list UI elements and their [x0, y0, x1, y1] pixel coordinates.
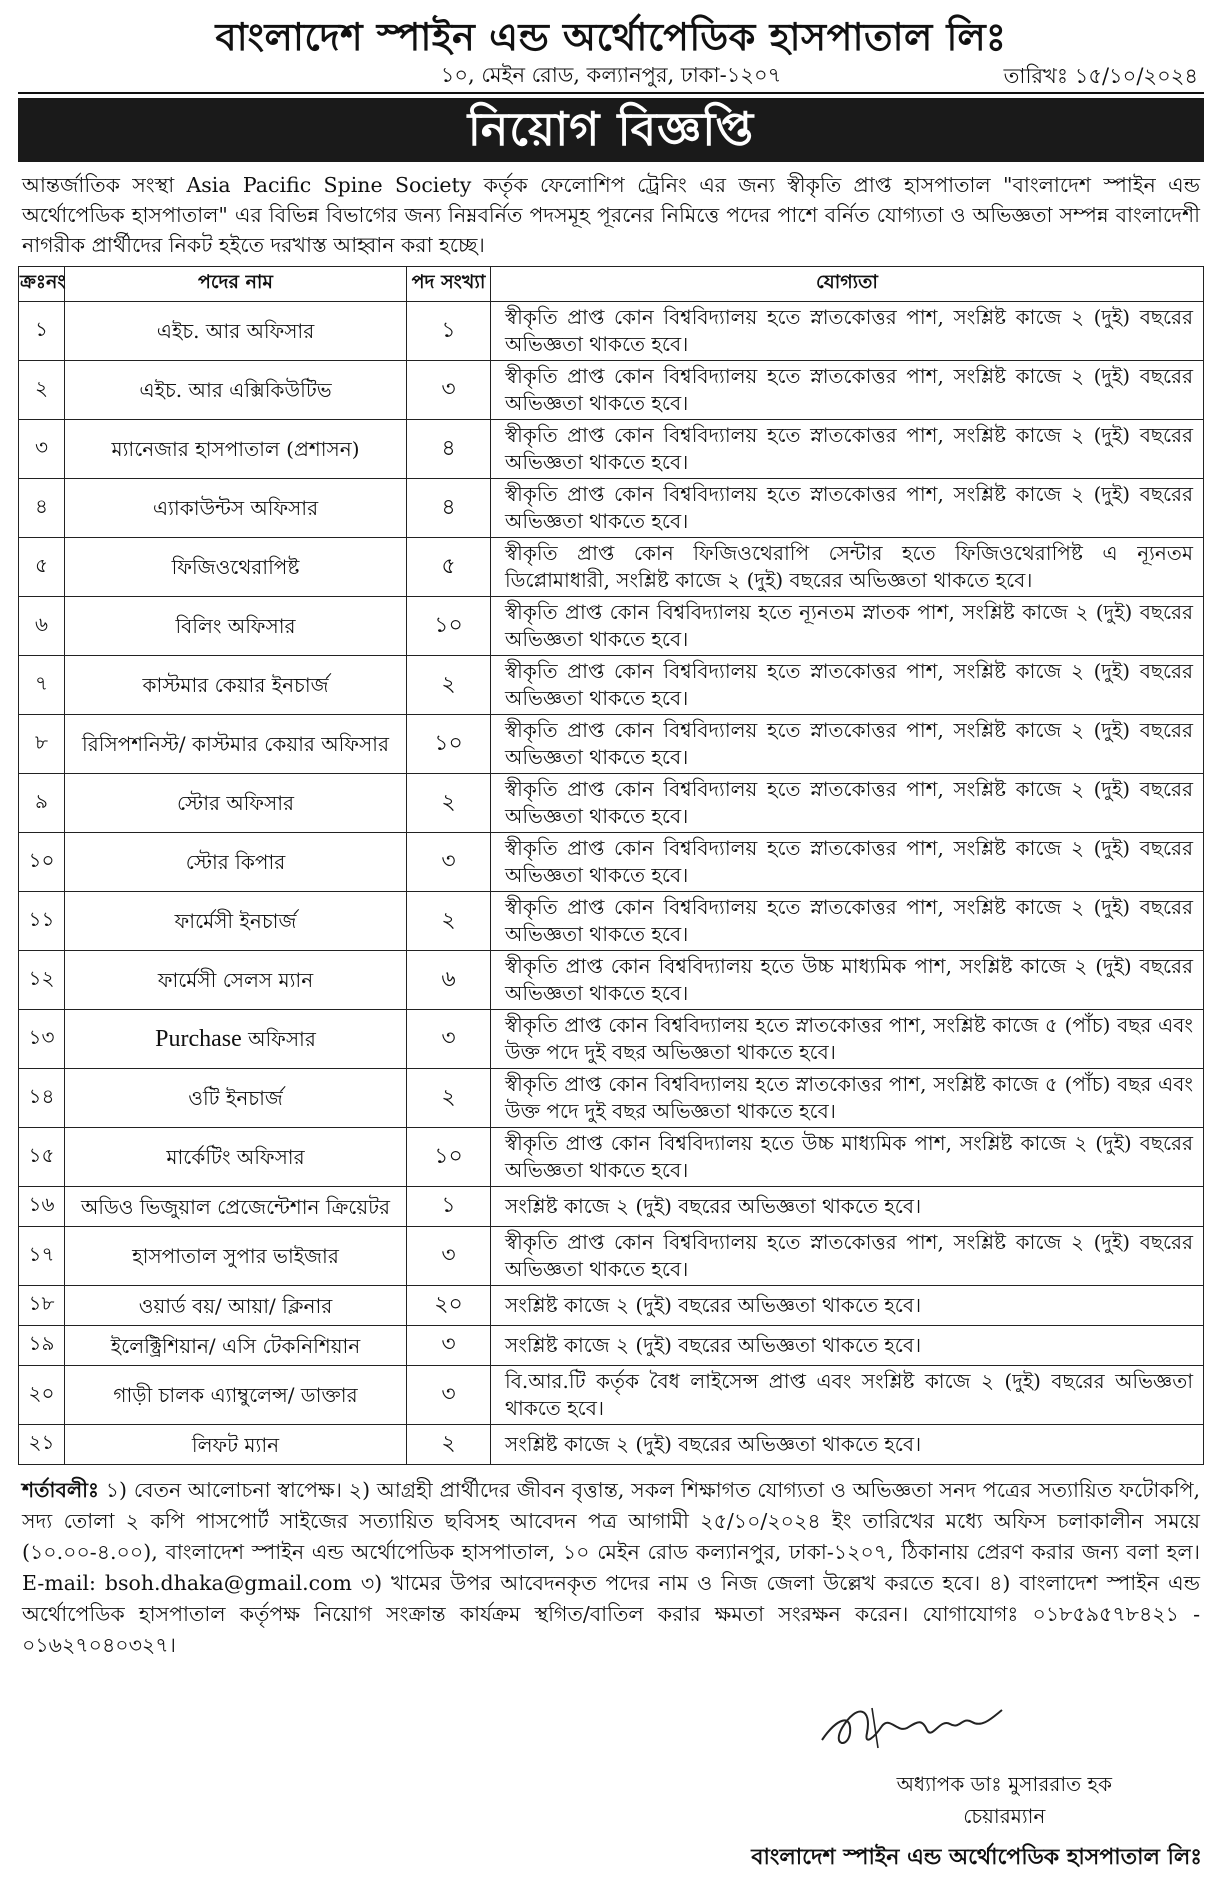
- table-row: [19, 1326, 1204, 1366]
- row-post-count: ২: [407, 892, 491, 951]
- header-serial: ক্রঃনং: [19, 267, 65, 302]
- org-address: ১০, মেইন রোড, কল্যানপুর, ঢাকা-১২০৭: [440, 63, 782, 87]
- row-qualification: স্বীকৃতি প্রাপ্ত কোন বিশ্ববিদ্যালয় হতে ন্যূনতম স্নাতক পাশ, সংশ্লিষ্ট কাজে ২ (দুই) বছরের অভিজ্ঞতা থাকতে হবে।: [491, 597, 1204, 656]
- row-qualification: স্বীকৃতি প্রাপ্ত কোন বিশ্ববিদ্যালয় হতে উচ্চ মাধ্যমিক পাশ, সংশ্লিষ্ট কাজে ২ (দুই) বছরের অভিজ্ঞতা থাকতে হবে।: [491, 951, 1204, 1010]
- row-serial: ২১: [19, 1425, 65, 1465]
- row-serial: ১১: [19, 892, 65, 951]
- table-row: [19, 361, 1204, 420]
- row-post-name: কাস্টমার কেয়ার ইনচার্জ: [65, 656, 407, 715]
- row-serial: ৩: [19, 420, 65, 479]
- header-post-count: পদ সংখ্যা: [407, 267, 491, 302]
- row-post-name: গাড়ী চালক এ্যাম্বুলেন্স/ ডাক্তার: [65, 1366, 407, 1425]
- row-post-count: ৬: [407, 951, 491, 1010]
- row-post-name: রিসিপশনিস্ট/ কাস্টমার কেয়ার অফিসার: [65, 715, 407, 774]
- address-row: [18, 60, 1204, 94]
- row-post-count: ৫: [407, 538, 491, 597]
- table-row: [19, 715, 1204, 774]
- intro-paragraph: আন্তর্জাতিক সংস্থা Asia Pacific Spine Society কর্তৃক ফেলোশিপ ট্রেনিং এর জন্য স্বীকৃতি প্রাপ্ত হাসপাতাল "বাংলাদেশ স্পাইন এন্ড অর্থোপেডিক হাসপাতাল" এর বিভিন্ন বিভাগের জন্য নিম্নবর্নিত পদসমূহ পূরনের নিমিত্তে পদের পাশে বর্নিত যোগ্যতা ও অভিজ্ঞতা সম্পন্ন বাংলাদেশী নাগরীক প্রার্থীদের নিকট হইতে দরখাস্ত আহ্বান করা হচ্ছে।: [22, 173, 1200, 257]
- table-row: [19, 420, 1204, 479]
- notice-date: তারিখঃ ১৫/১০/২০২৪: [1003, 64, 1198, 88]
- row-post-count: ৩: [407, 361, 491, 420]
- header-qualification: যোগ্যতা: [491, 267, 1204, 302]
- table-row: [19, 597, 1204, 656]
- table-header-row: [19, 267, 1204, 302]
- table-row: [19, 1227, 1204, 1286]
- row-qualification: স্বীকৃতি প্রাপ্ত কোন বিশ্ববিদ্যালয় হতে স্নাতকোত্তর পাশ, সংশ্লিষ্ট কাজে ২ (দুই) বছরের অভিজ্ঞতা থাকতে হবে।: [491, 1227, 1204, 1286]
- row-qualification: স্বীকৃতি প্রাপ্ত কোন বিশ্ববিদ্যালয় হতে স্নাতকোত্তর পাশ, সংশ্লিষ্ট কাজে ২ (দুই) বছরের অভিজ্ঞতা থাকতে হবে।: [491, 656, 1204, 715]
- row-serial: ৭: [19, 656, 65, 715]
- row-post-name: ওটি ইনচার্জ: [65, 1069, 407, 1128]
- row-qualification: স্বীকৃতি প্রাপ্ত কোন বিশ্ববিদ্যালয় হতে উচ্চ মাধ্যমিক পাশ, সংশ্লিষ্ট কাজে ২ (দুই) বছরের অভিজ্ঞতা থাকতে হবে।: [491, 1128, 1204, 1187]
- row-serial: ২০: [19, 1366, 65, 1425]
- terms-text: ১) বেতন আলোচনা স্বাপেক্ষ। ২) আগ্রহী প্রার্থীদের জীবন বৃত্তান্ত, সকল শিক্ষাগত যোগ্যতা ও অভিজ্ঞতা সনদ পত্রের সত্যায়িত ফটোকপি, সদ্য তোলা ২ কপি পাসপোর্ট সাইজের সত্যায়িত ছবিসহ আবেদন পত্র আগামী ২৫/১০/২০২৪ ইং তারিখের মধ্যে অফিস চলাকালীন সময়ে (১০.০০-৪.০০), বাংলাদেশ স্পাইন এন্ড অর্থোপেডিক হাসপাতাল, ১০ মেইন রোড কল্যানপুর, ঢাকা-১২০৭, ঠিকানায় প্রেরণ করার জন্য বলা হল। E-mail: bsoh.dhaka@gmail.com ৩) খামের উপর আবেদনকৃত পদের নাম ও নিজ জেলা উল্লেখ করতে হবে। ৪) বাংলাদেশ স্পাইন এন্ড অর্থোপেডিক হাসপাতাল কর্তৃপক্ষ নিয়োগ সংক্রান্ত কার্যক্রম স্থগিত/বাতিল করার ক্ষমতা সংরক্ষন করেন। যোগাযোগঃ ০১৮৫৯৫৭৮৪২১ - ০১৬২৭০৪০৩২৭।: [22, 1478, 1200, 1657]
- row-qualification: স্বীকৃতি প্রাপ্ত কোন বিশ্ববিদ্যালয় হতে স্নাতকোত্তর পাশ, সংশ্লিষ্ট কাজে ৫ (পাঁচ) বছর এবং উক্ত পদে দুই বছর অভিজ্ঞতা থাকতে হবে।: [491, 1010, 1204, 1069]
- org-name: বাংলাদেশ স্পাইন এন্ড অর্থোপেডিক হাসপাতাল লিঃ: [215, 14, 1007, 59]
- row-post-name: ফিজিওথেরাপিষ্ট: [65, 538, 407, 597]
- row-post-count: ২: [407, 774, 491, 833]
- row-post-name: এইচ. আর অফিসার: [65, 302, 407, 361]
- vacancy-rows: [19, 302, 1204, 1465]
- row-post-count: ১: [407, 302, 491, 361]
- terms-paragraph: [22, 1475, 1200, 1661]
- row-post-name: লিফট ম্যান: [65, 1425, 407, 1465]
- header-post-name: পদের নাম: [65, 267, 407, 302]
- row-post-name: ফার্মেসী সেলস ম্যান: [65, 951, 407, 1010]
- row-serial: ১৬: [19, 1187, 65, 1227]
- row-serial: ১৮: [19, 1286, 65, 1326]
- table-row: [19, 1187, 1204, 1227]
- row-serial: ৪: [19, 479, 65, 538]
- row-qualification: স্বীকৃতি প্রাপ্ত কোন ফিজিওথেরাপি সেন্টার হতে ফিজিওথেরাপিষ্ট এ ন্যূনতম ডিপ্লোমাধারী, সংশ্লিষ্ট কাজে ২ (দুই) বছরের অভিজ্ঞতা থাকতে হবে।: [491, 538, 1204, 597]
- row-post-name-latin: Purchase: [155, 1026, 242, 1052]
- row-post-count: ২০: [407, 1286, 491, 1326]
- row-post-count: ৪: [407, 420, 491, 479]
- row-qualification: সংশ্লিষ্ট কাজে ২ (দুই) বছরের অভিজ্ঞতা থাকতে হবে।: [491, 1326, 1204, 1366]
- row-post-count: ৪: [407, 479, 491, 538]
- table-row: [19, 479, 1204, 538]
- row-post-count: ২: [407, 656, 491, 715]
- row-serial: ১: [19, 302, 65, 361]
- table-row: [19, 951, 1204, 1010]
- row-qualification: স্বীকৃতি প্রাপ্ত কোন বিশ্ববিদ্যালয় হতে স্নাতকোত্তর পাশ, সংশ্লিষ্ট কাজে ২ (দুই) বছরের অভিজ্ঞতা থাকতে হবে।: [491, 479, 1204, 538]
- row-serial: ১৭: [19, 1227, 65, 1286]
- table-row: [19, 1425, 1204, 1465]
- row-post-count: ১০: [407, 597, 491, 656]
- table-row: [19, 538, 1204, 597]
- row-post-count: ৩: [407, 1326, 491, 1366]
- row-post-name-bangla: অফিসার: [241, 1027, 316, 1051]
- row-post-count: ৩: [407, 833, 491, 892]
- table-row: [19, 1286, 1204, 1326]
- table-row: [19, 656, 1204, 715]
- row-serial: ৬: [19, 597, 65, 656]
- table-row: [19, 1366, 1204, 1425]
- row-post-count: ২: [407, 1425, 491, 1465]
- row-post-count: ২: [407, 1069, 491, 1128]
- row-qualification: সংশ্লিষ্ট কাজে ২ (দুই) বছরের অভিজ্ঞতা থাকতে হবে।: [491, 1187, 1204, 1227]
- row-post-name: এইচ. আর এক্সিকিউটিভ: [65, 361, 407, 420]
- row-post-count: ৩: [407, 1010, 491, 1069]
- row-post-name: এ্যাকাউন্টস অফিসার: [65, 479, 407, 538]
- row-post-name: ম্যানেজার হাসপাতাল (প্রশাসন): [65, 420, 407, 479]
- row-qualification: সংশ্লিষ্ট কাজে ২ (দুই) বছরের অভিজ্ঞতা থাকতে হবে।: [491, 1286, 1204, 1326]
- row-serial: ১০: [19, 833, 65, 892]
- row-post-count: ১: [407, 1187, 491, 1227]
- row-post-name: অডিও ভিজুয়াল প্রেজেন্টেশান ক্রিয়েটর: [65, 1187, 407, 1227]
- table-row: [19, 1010, 1204, 1069]
- row-qualification: সংশ্লিষ্ট কাজে ২ (দুই) বছরের অভিজ্ঞতা থাকতে হবে।: [491, 1425, 1204, 1465]
- row-post-count: ১০: [407, 1128, 491, 1187]
- vacancy-table: [18, 266, 1204, 1465]
- table-row: [19, 1128, 1204, 1187]
- row-qualification: স্বীকৃতি প্রাপ্ত কোন বিশ্ববিদ্যালয় হতে স্নাতকোত্তর পাশ, সংশ্লিষ্ট কাজে ৫ (পাঁচ) বছর এবং উক্ত পদে দুই বছর অভিজ্ঞতা থাকতে হবে।: [491, 1069, 1204, 1128]
- row-qualification: স্বীকৃতি প্রাপ্ত কোন বিশ্ববিদ্যালয় হতে স্নাতকোত্তর পাশ, সংশ্লিষ্ট কাজে ২ (দুই) বছরের অভিজ্ঞতা থাকতে হবে।: [491, 892, 1204, 951]
- row-post-name: স্টোর অফিসার: [65, 774, 407, 833]
- row-qualification: বি.আর.টি কর্তৃক বৈধ লাইসেন্স প্রাপ্ত এবং সংশ্লিষ্ট কাজে ২ (দুই) বছরের অভিজ্ঞতা থাকতে হবে।: [491, 1366, 1204, 1425]
- row-serial: ১৯: [19, 1326, 65, 1366]
- row-post-name: বিলিং অফিসার: [65, 597, 407, 656]
- table-row: [19, 302, 1204, 361]
- signatory-block: [897, 1768, 1112, 1832]
- signature-image: [812, 1688, 1012, 1758]
- row-qualification: স্বীকৃতি প্রাপ্ত কোন বিশ্ববিদ্যালয় হতে স্নাতকোত্তর পাশ, সংশ্লিষ্ট কাজে ২ (দুই) বছরের অভিজ্ঞতা থাকতে হবে।: [491, 833, 1204, 892]
- table-row: [19, 892, 1204, 951]
- row-qualification: স্বীকৃতি প্রাপ্ত কোন বিশ্ববিদ্যালয় হতে স্নাতকোত্তর পাশ, সংশ্লিষ্ট কাজে ২ (দুই) বছরের অভিজ্ঞতা থাকতে হবে।: [491, 302, 1204, 361]
- row-post-name: ফার্মেসী ইনচার্জ: [65, 892, 407, 951]
- notice-title-banner: নিয়োগ বিজ্ঞপ্তি: [18, 98, 1204, 162]
- row-post-name: ইলেক্ট্রিশিয়ান/ এসি টেকনিশিয়ান: [65, 1326, 407, 1366]
- row-qualification: স্বীকৃতি প্রাপ্ত কোন বিশ্ববিদ্যালয় হতে স্নাতকোত্তর পাশ, সংশ্লিষ্ট কাজে ২ (দুই) বছরের অভিজ্ঞতা থাকতে হবে।: [491, 774, 1204, 833]
- table-row: [19, 774, 1204, 833]
- row-serial: ১৫: [19, 1128, 65, 1187]
- row-post-count: ১০: [407, 715, 491, 774]
- row-qualification: স্বীকৃতি প্রাপ্ত কোন বিশ্ববিদ্যালয় হতে স্নাতকোত্তর পাশ, সংশ্লিষ্ট কাজে ২ (দুই) বছরের অভিজ্ঞতা থাকতে হবে।: [491, 420, 1204, 479]
- signatory-name: অধ্যাপক ডাঃ মুসাররাত হক: [896, 1772, 1112, 1796]
- row-serial: ১২: [19, 951, 65, 1010]
- row-qualification: স্বীকৃতি প্রাপ্ত কোন বিশ্ববিদ্যালয় হতে স্নাতকোত্তর পাশ, সংশ্লিষ্ট কাজে ২ (দুই) বছরের অভিজ্ঞতা থাকতে হবে।: [491, 715, 1204, 774]
- row-post-name: হাসপাতাল সুপার ভাইজার: [65, 1227, 407, 1286]
- row-serial: ৯: [19, 774, 65, 833]
- footer-org-name: বাংলাদেশ স্পাইন এন্ড অর্থোপেডিক হাসপাতাল লিঃ: [751, 1844, 1202, 1870]
- row-post-count: ৩: [407, 1227, 491, 1286]
- row-serial: ২: [19, 361, 65, 420]
- table-row: [19, 833, 1204, 892]
- row-serial: ৫: [19, 538, 65, 597]
- signatory-designation: চেয়ারম্যান: [963, 1804, 1046, 1828]
- row-serial: ৮: [19, 715, 65, 774]
- row-post-name: মার্কেটিং অফিসার: [65, 1128, 407, 1187]
- row-serial: ১৩: [19, 1010, 65, 1069]
- terms-label: শর্তাবলীঃ: [22, 1478, 99, 1502]
- table-row: [19, 1069, 1204, 1128]
- row-post-name: [65, 1010, 407, 1069]
- row-qualification: স্বীকৃতি প্রাপ্ত কোন বিশ্ববিদ্যালয় হতে স্নাতকোত্তর পাশ, সংশ্লিষ্ট কাজে ২ (দুই) বছরের অভিজ্ঞতা থাকতে হবে।: [491, 361, 1204, 420]
- row-serial: ১৪: [19, 1069, 65, 1128]
- row-post-name: ওয়ার্ড বয়/ আয়া/ ক্লিনার: [65, 1286, 407, 1326]
- row-post-count: ৩: [407, 1366, 491, 1425]
- row-post-name: স্টোর কিপার: [65, 833, 407, 892]
